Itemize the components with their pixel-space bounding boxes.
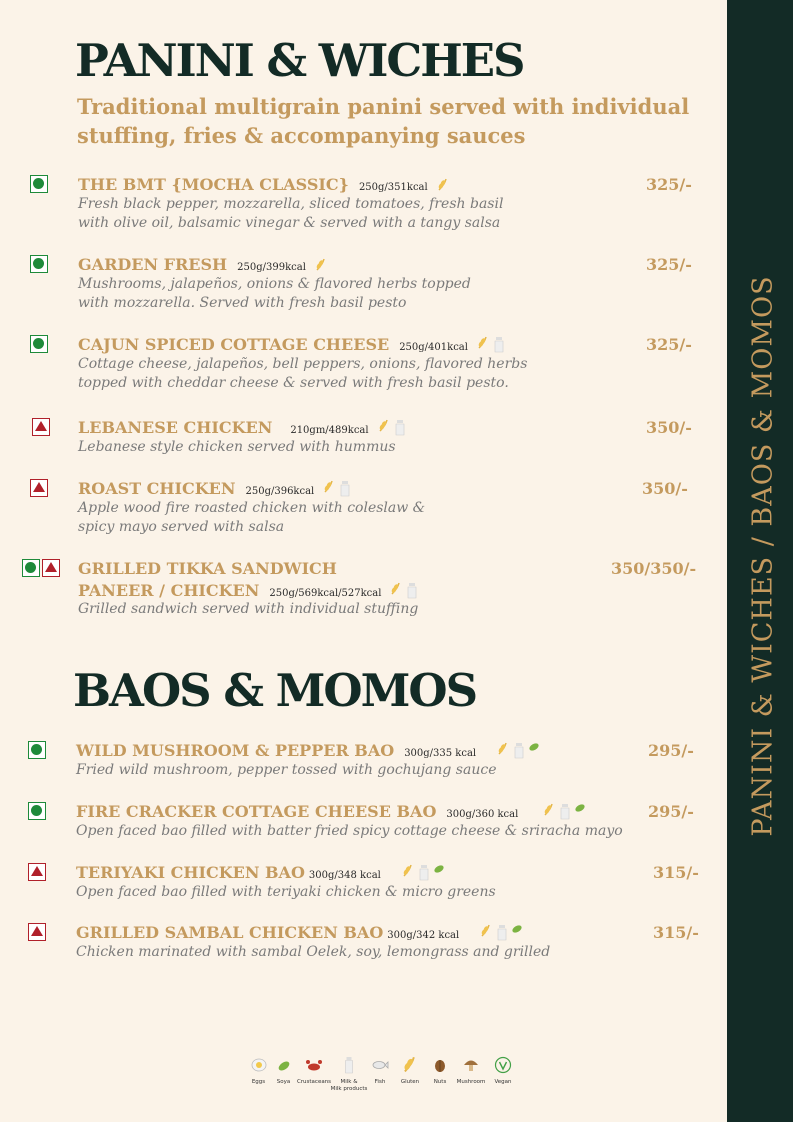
legend-fish: Fish [366,1056,394,1093]
legend-nuts: Nuts [426,1056,454,1093]
soya-icon [574,803,586,813]
item-description-line: Mushrooms, jalapeños, onions & flavored herbs topped [78,276,471,292]
gluten-icon [542,803,556,817]
legend-mushroom: Mushroom [454,1056,488,1093]
menu-item [0,255,727,315]
gluten-icon [401,1056,419,1074]
item-description-line: with olive oil, balsamic vinegar & served with a tangy salsa [78,215,501,231]
item-name: GRILLED SAMBAL CHICKEN BAO [76,923,384,942]
gluten-icon [401,864,415,878]
gluten-icon [476,336,490,350]
veg-badge-icon [28,741,46,759]
item-name: WILD MUSHROOM & PEPPER BAO [76,741,395,760]
milk-icon [493,336,505,353]
legend-milk: Milk & Milk products [332,1056,366,1093]
fish-icon [371,1056,389,1074]
item-name: FIRE CRACKER COTTAGE CHEESE BAO [76,802,437,821]
milk-icon [418,864,430,881]
item-price: 325/- [646,335,692,354]
item-description-line: Fresh black pepper, mozzarella, sliced tomatoes, fresh basil [78,196,504,212]
item-name-line1: GRILLED TIKKA SANDWICH [78,559,337,578]
item-description-line: Open faced bao filled with batter fried spicy cottage cheese & sriracha mayo [76,823,623,839]
nonveg-badge-icon [42,559,60,577]
legend-crustaceans: Crustaceans [296,1056,332,1093]
item-description-line: Cottage cheese, jalapeños, bell peppers, onions, flavored herbs [78,356,528,372]
item-price: 315/- [653,863,699,882]
veg-badge-icon [22,559,40,577]
menu-item [0,923,727,983]
item-kcal: 300g/348 kcal [308,870,381,881]
veg-badge-icon [30,175,48,193]
panini-subtitle: Traditional multigrain panini served with individual stuffing, fries & accompanying sauces [77,94,690,148]
item-kcal: 300g/335 kcal [404,748,477,759]
item-price: 325/- [646,175,692,194]
menu-item [0,335,727,395]
legend-vegan: Vegan [488,1056,518,1093]
soya-icon [433,864,445,874]
item-name: TERIYAKI CHICKEN BAO [76,863,305,882]
item-name: LEBANESE CHICKEN [78,418,273,437]
soya-icon [275,1056,293,1074]
soya-icon [511,924,523,934]
nonveg-badge-icon [28,923,46,941]
menu-item [0,863,727,923]
item-kcal: 300g/342 kcal [387,930,460,941]
gluten-icon [314,258,328,272]
milk-icon [496,924,508,941]
menu-item [0,741,727,801]
milk-icon [339,480,351,497]
soya-icon [528,742,540,752]
panini-heading: PANINI & WICHES [75,34,524,87]
item-description-line: Grilled sandwich served with individual stuffing [78,601,419,617]
item-price: 315/- [653,923,699,942]
item-price: 325/- [646,255,692,274]
gluten-icon [436,178,450,192]
item-kcal: 250g/399kcal [237,262,306,273]
gluten-icon [377,419,391,433]
item-kcal: 250g/401kcal [399,342,468,353]
legend-gluten: Gluten [394,1056,426,1093]
menu-item [0,418,727,478]
item-kcal: 250g/396kcal [245,486,315,497]
milk-icon [394,419,406,436]
legend-soya: Soya [271,1056,296,1093]
baos-heading: BAOS & MOMOS [73,664,477,717]
item-kcal: 210gm/489kcal [290,425,369,436]
vegan-icon [494,1056,512,1074]
item-description-line: Open faced bao filled with teriyaki chicken & micro greens [76,884,496,900]
milk-icon [513,742,525,759]
veg-badge-icon [28,802,46,820]
item-price: 295/- [648,802,694,821]
item-price: 350/- [642,479,688,498]
item-description-line: Apple wood fire roasted chicken with coleslaw & [78,500,426,516]
item-name: ROAST CHICKEN [78,479,236,498]
item-kcal: 250g/351kcal [358,182,428,193]
milk-icon [406,582,418,599]
milk-icon [559,803,571,820]
nonveg-badge-icon [30,479,48,497]
gluten-icon [496,742,510,756]
menu-item [0,802,727,862]
item-price: 350/350/- [611,559,697,578]
item-price: 350/- [646,418,692,437]
veg-badge-icon [30,335,48,353]
menu-item [0,175,727,235]
crab-icon [305,1056,323,1074]
item-kcal: 300g/360 kcal [446,809,519,820]
item-description-line: with mozzarella. Served with fresh basil pesto [78,295,407,311]
gluten-icon [322,480,336,494]
item-name: GARDEN FRESH [78,255,228,274]
menu-item [0,559,727,619]
menu-item [0,479,727,539]
nut-icon [431,1056,449,1074]
veg-badge-icon [30,255,48,273]
item-name: CAJUN SPICED COTTAGE CHEESE [78,335,390,354]
sidebar-vertical-title: PANINI & WICHES / BAOS & MOMOS [747,275,779,837]
legend-eggs: Eggs [246,1056,271,1093]
item-price: 295/- [648,741,694,760]
item-description-line: Chicken marinated with sambal Oelek, soy, lemongrass and grilled [76,944,551,960]
nonveg-badge-icon [32,418,50,436]
item-description-line: Fried wild mushroom, pepper tossed with gochujang sauce [76,762,497,778]
gluten-icon [389,582,403,596]
item-name: THE BMT {MOCHA CLASSIC} [78,175,349,194]
egg-icon [250,1056,268,1074]
item-kcal: 250g/569kcal/527kcal [269,588,382,599]
item-description-line: topped with cheddar cheese & served with fresh basil pesto. [78,375,509,391]
mushroom-icon [462,1056,480,1074]
nonveg-badge-icon [28,863,46,881]
item-name: PANEER / CHICKEN [78,581,260,600]
item-description-line: spicy mayo served with salsa [78,519,285,535]
gluten-icon [479,924,493,938]
milk-icon [340,1056,358,1074]
item-description-line: Lebanese style chicken served with hummus [78,439,396,455]
allergen-legend [246,1056,518,1093]
